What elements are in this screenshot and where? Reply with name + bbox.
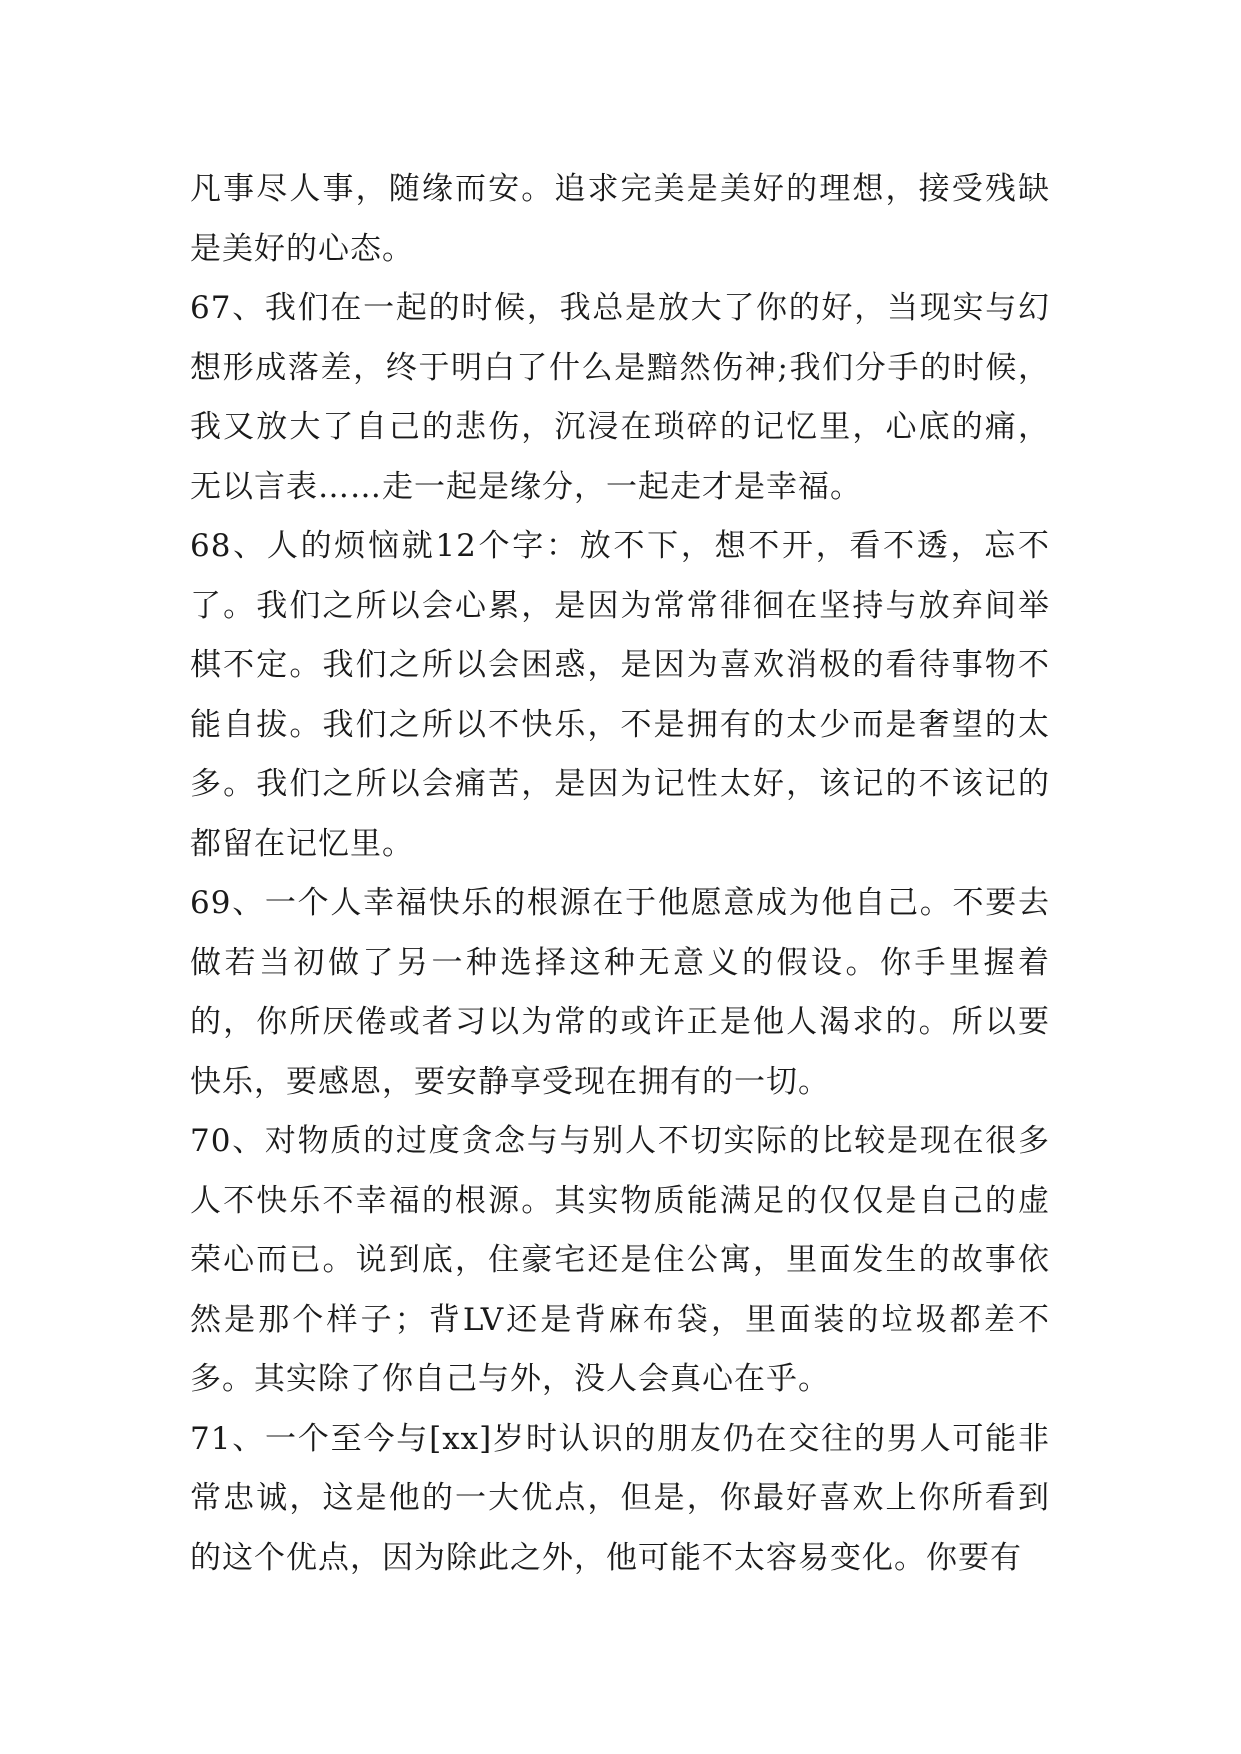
document-body <box>190 160 1050 1588</box>
paragraph-68: 68、人的烦恼就12个字：放不下，想不开，看不透，忘不了。我们之所以会心累，是因为常常徘徊在坚持与放弃间举棋不定。我们之所以会困惑，是因为喜欢消极的看待事物不能自拔。我们之所以不快乐，不是拥有的太少而是奢望的太多。我们之所以会痛苦，是因为记性太好，该记的不该记的都留在记忆里。 <box>190 528 1050 862</box>
paragraph-intro: 凡事尽人事，随缘而安。追求完美是美好的理想，接受残缺是美好的心态。 <box>190 171 1050 267</box>
paragraph-71: 71、一个至今与[xx]岁时认识的朋友仍在交往的男人可能非常忠诚，这是他的一大优点，但是，你最好喜欢上你所看到的这个优点，因为除此之外，他可能不太容易变化。你要有 <box>190 1420 1050 1576</box>
paragraph-70: 70、对物质的过度贪念与与别人不切实际的比较是现在很多人不快乐不幸福的根源。其实物质能满足的仅仅是自己的虚荣心而已。说到底，住豪宅还是住公寓，里面发生的故事依然是那个样子；背LV还是背麻布袋，里面装的垃圾都差不多。其实除了你自己与外，没人会真心在乎。 <box>190 1123 1050 1397</box>
paragraph-67: 67、我们在一起的时候，我总是放大了你的好，当现实与幻想形成落差，终于明白了什么是黯然伤神;我们分手的时候，我又放大了自己的悲伤，沉浸在琐碎的记忆里，心底的痛，无以言表……走一起是缘分，一起走才是幸福。 <box>190 290 1050 505</box>
paragraph-69: 69、一个人幸福快乐的根源在于他愿意成为他自己。不要去做若当初做了另一种选择这种无意义的假设。你手里握着的，你所厌倦或者习以为常的或许正是他人渴求的。所以要快乐，要感恩，要安静享受现在拥有的一切。 <box>190 885 1050 1100</box>
